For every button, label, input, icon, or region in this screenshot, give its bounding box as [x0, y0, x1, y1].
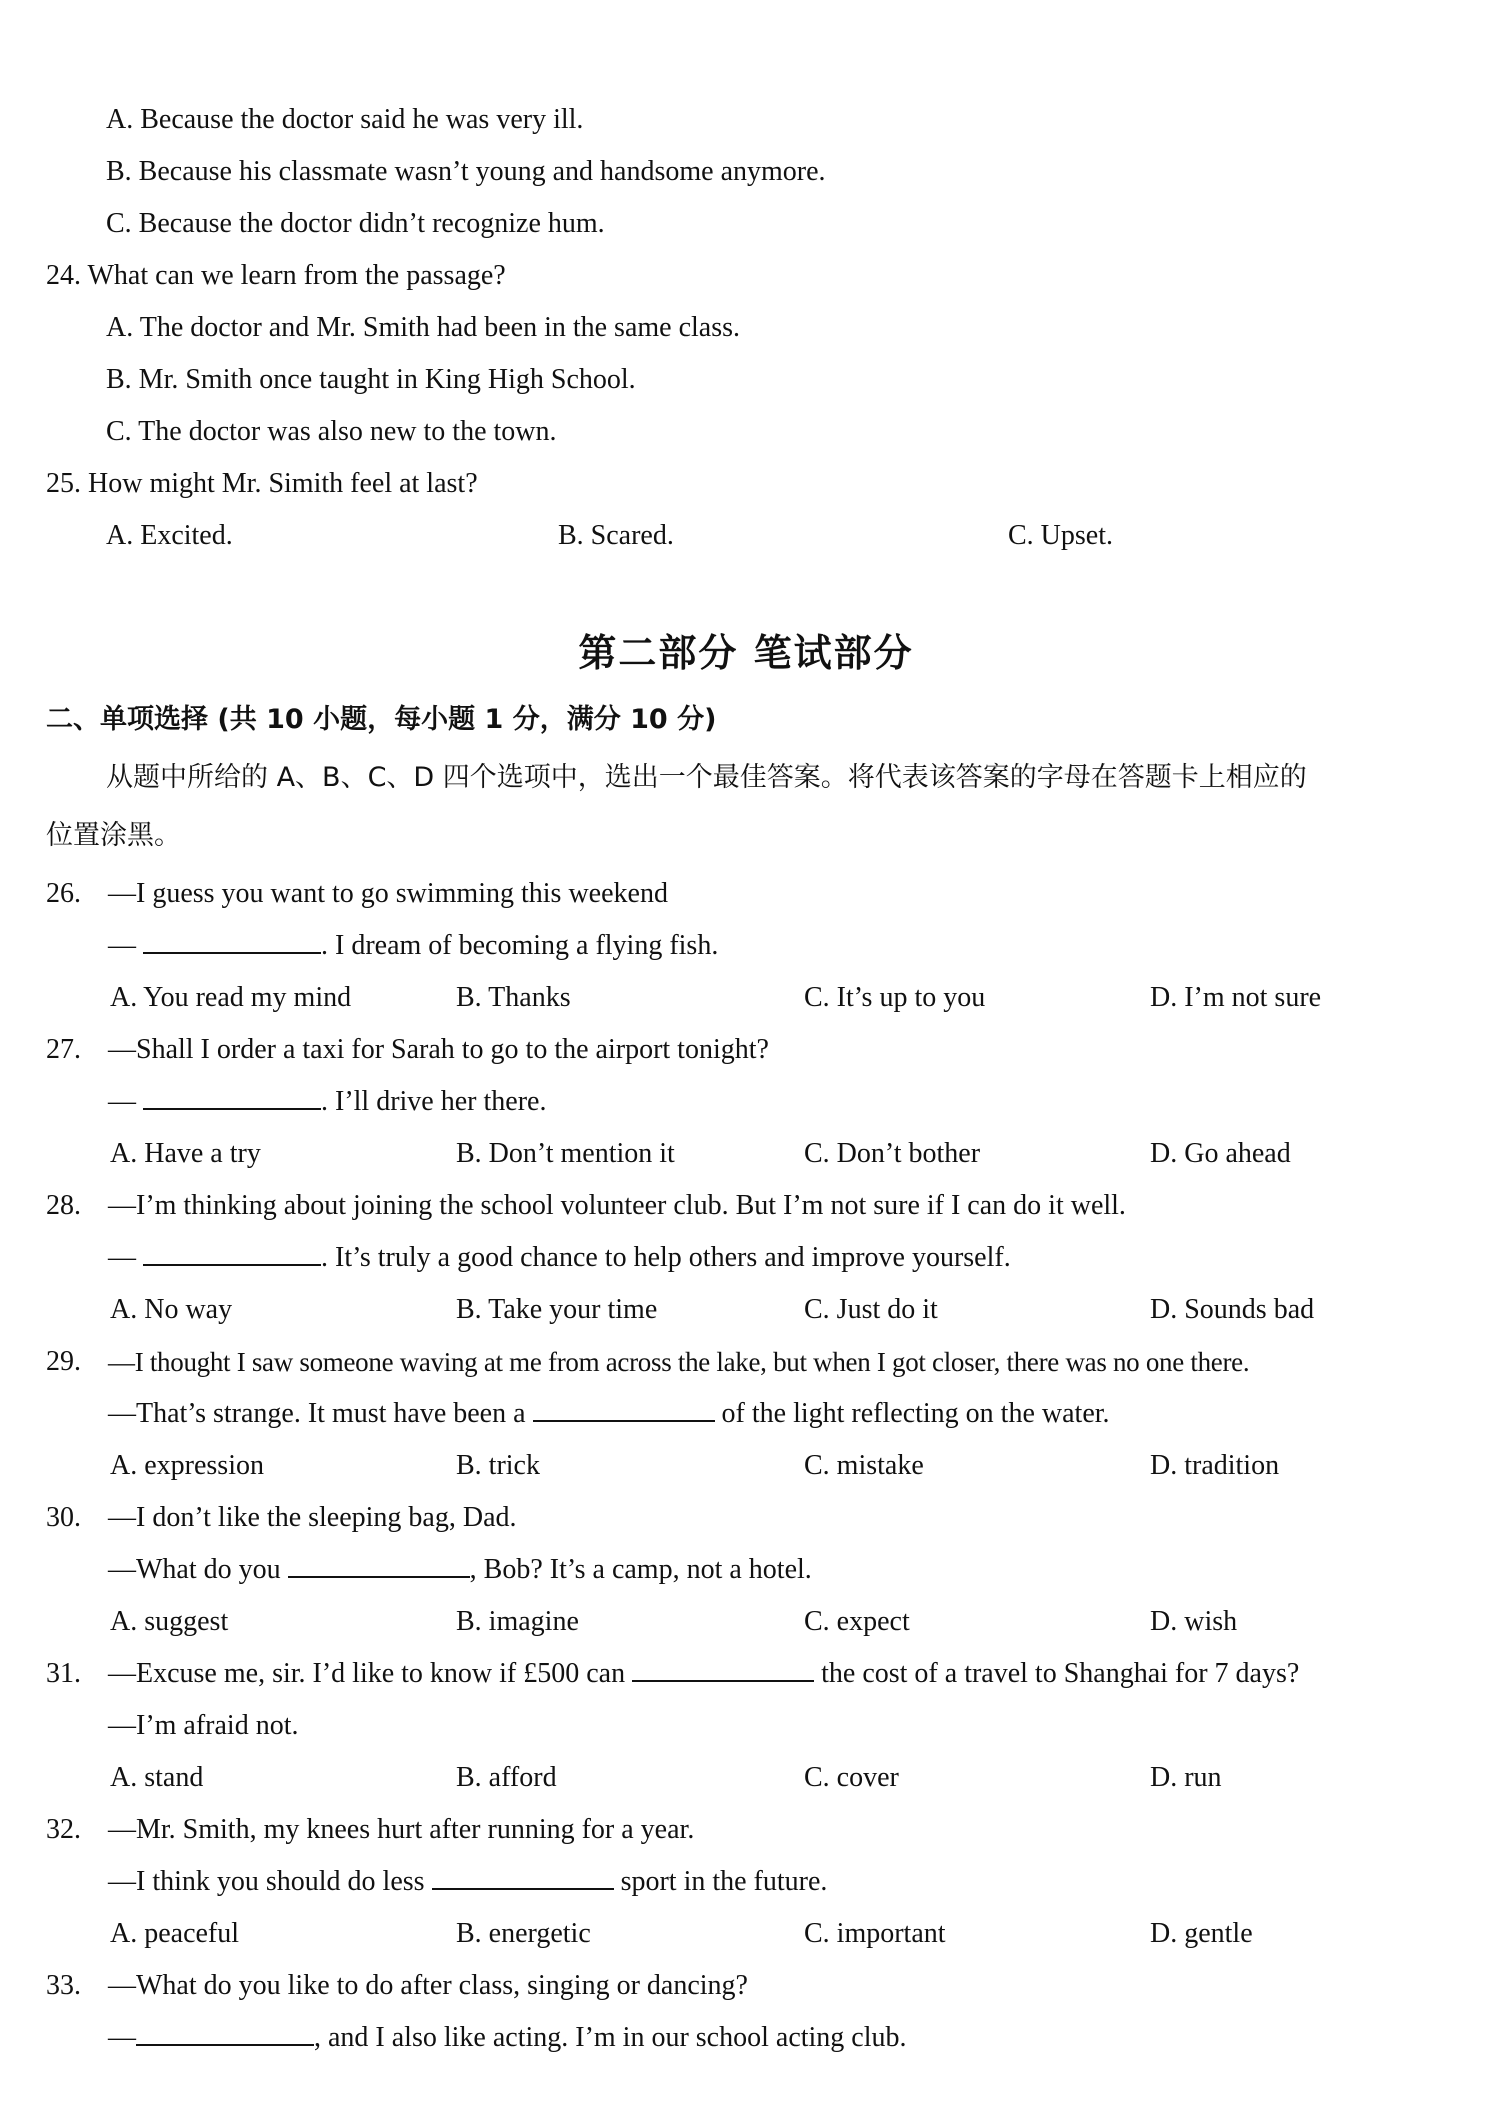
question-number: 28.: [46, 1190, 81, 1221]
option-b: B. Don’t mention it: [456, 1138, 675, 1169]
option-c: C. Don’t bother: [804, 1138, 981, 1169]
q25-option-c: C. Upset.: [1008, 520, 1113, 551]
question-number: 33.: [46, 1970, 81, 2001]
option-a: A. expression: [110, 1450, 264, 1481]
option-c: C. Just do it: [804, 1294, 938, 1325]
question-line-1: —I don’t like the sleeping bag, Dad.: [108, 1502, 517, 1533]
question-number: 30.: [46, 1502, 81, 1533]
question-line-1: —I’m thinking about joining the school volunteer club. But I’m not sure if I can do it well.: [108, 1190, 1126, 1221]
q25-option-b: B. Scared.: [558, 520, 674, 551]
option-a: A. You read my mind: [110, 982, 352, 1013]
question-line-1: —I thought I saw someone waving at me from across the lake, but when I got closer, there was no one there.: [108, 1347, 1250, 1377]
option-c: C. cover: [804, 1762, 899, 1793]
option-b: B. Thanks: [456, 982, 571, 1013]
answer-blank: [632, 1658, 814, 1682]
answer-blank: [143, 1242, 321, 1266]
question-line-2: — , and I also like acting. I’m in our school acting club.: [108, 2022, 907, 2053]
option-b: B. afford: [456, 1762, 557, 1793]
option-c: C. important: [804, 1918, 946, 1949]
option-a: A. No way: [110, 1294, 233, 1325]
question-number: 31.: [46, 1658, 81, 1689]
question-line-1: —Excuse me, sir. I’d like to know if £500 can the cost of a travel to Shanghai for 7 days?: [108, 1658, 1300, 1689]
question-line-1: —I guess you want to go swimming this weekend: [108, 878, 668, 909]
option-c: C. mistake: [804, 1450, 924, 1481]
part-two-title: 第二部分 笔试部分: [578, 631, 914, 675]
question-line-2: —That’s strange. It must have been a of the light reflecting on the water.: [108, 1398, 1110, 1429]
q24-option-c: C. The doctor was also new to the town.: [106, 416, 557, 447]
q23-option-a: A. Because the doctor said he was very ill.: [106, 104, 584, 135]
question-line-1: —Mr. Smith, my knees hurt after running for a year.: [108, 1814, 695, 1845]
option-d: D. Sounds bad: [1150, 1294, 1315, 1325]
question-line-2: — . I dream of becoming a flying fish.: [108, 930, 719, 961]
q25-stem: 25. How might Mr. Simith feel at last?: [46, 468, 478, 499]
question-line-2: — . I’ll drive her there.: [108, 1086, 547, 1117]
q24-option-a: A. The doctor and Mr. Smith had been in the same class.: [106, 312, 741, 343]
question-line-2: —What do you , Bob? It’s a camp, not a hotel.: [108, 1554, 812, 1585]
answer-blank: [136, 2022, 314, 2046]
option-d: D. tradition: [1150, 1450, 1280, 1481]
option-d: D. wish: [1150, 1606, 1238, 1637]
answer-blank: [288, 1554, 470, 1578]
question-line-2: —I think you should do less sport in the future.: [108, 1866, 828, 1897]
option-d: D. Go ahead: [1150, 1138, 1291, 1169]
option-d: D. run: [1150, 1762, 1222, 1793]
option-a: A. suggest: [110, 1606, 229, 1637]
question-number: 32.: [46, 1814, 81, 1845]
q23-option-c: C. Because the doctor didn’t recognize hum.: [106, 208, 605, 239]
answer-blank: [143, 930, 321, 954]
answer-blank: [533, 1398, 715, 1422]
option-a: A. peaceful: [110, 1918, 240, 1949]
q25-option-a: A. Excited.: [106, 520, 233, 551]
answer-blank: [143, 1086, 321, 1110]
section-heading: 二、单项选择 (共 10 小题，每小题 1 分，满分 10 分): [46, 704, 717, 735]
option-c: C. expect: [804, 1606, 910, 1637]
question-line-1: —What do you like to do after class, singing or dancing?: [108, 1970, 748, 2001]
q24-option-b: B. Mr. Smith once taught in King High School.: [106, 364, 636, 395]
instruction-line-2: 位置涂黑。: [46, 820, 181, 851]
option-b: B. trick: [456, 1450, 540, 1481]
option-b: B. Take your time: [456, 1294, 658, 1325]
question-number: 27.: [46, 1034, 81, 1065]
question-number: 26.: [46, 878, 81, 909]
option-b: B. imagine: [456, 1606, 579, 1637]
instruction-line-1: 从题中所给的 A、B、C、D 四个选项中，选出一个最佳答案。将代表该答案的字母在答题卡上相应的: [106, 762, 1307, 793]
q23-option-b: B. Because his classmate wasn’t young and handsome anymore.: [106, 156, 826, 187]
question-number: 29.: [46, 1346, 81, 1377]
option-a: A. stand: [110, 1762, 204, 1793]
question-line-2: — . It’s truly a good chance to help others and improve yourself.: [108, 1242, 1011, 1273]
option-d: D. gentle: [1150, 1918, 1253, 1949]
option-b: B. energetic: [456, 1918, 591, 1949]
option-d: D. I’m not sure: [1150, 982, 1322, 1013]
q24-stem: 24. What can we learn from the passage?: [46, 260, 506, 291]
question-line-1: —Shall I order a taxi for Sarah to go to the airport tonight?: [108, 1034, 769, 1065]
question-line-2: —I’m afraid not.: [108, 1710, 299, 1741]
option-a: A. Have a try: [110, 1138, 261, 1169]
option-c: C. It’s up to you: [804, 982, 986, 1013]
answer-blank: [432, 1866, 614, 1890]
